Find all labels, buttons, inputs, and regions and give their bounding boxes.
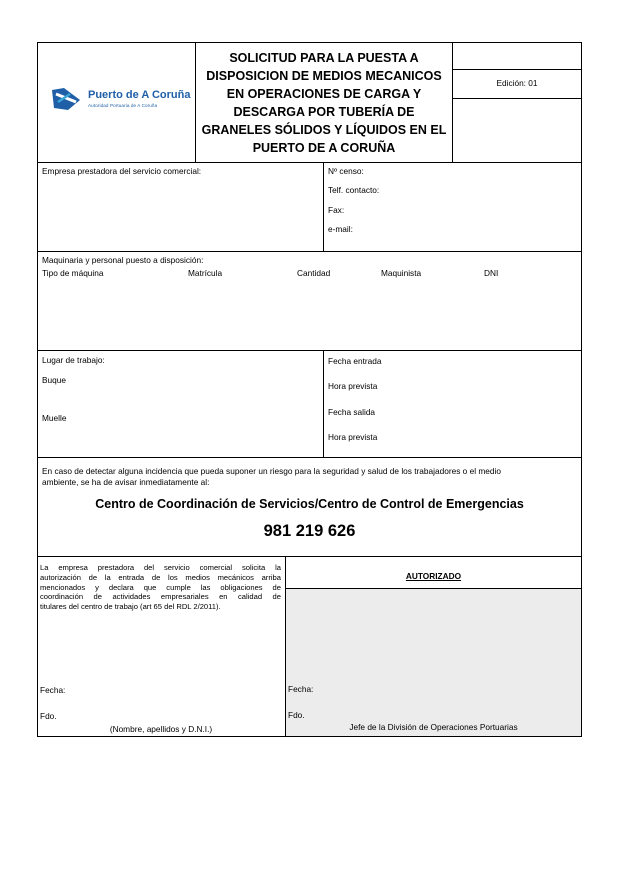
column-plate: Matrícula	[188, 268, 223, 278]
request-text-line: autorización de la entrada de los medios mecánicos arriba	[40, 572, 281, 582]
request-signer: (Nombre, apellidos y D.N.I.)	[109, 724, 213, 734]
company-label: Empresa prestadora del servicio comercial:	[42, 166, 202, 176]
authorization-signer: Jefe de la División de Operaciones Portuarias	[349, 722, 518, 732]
exit-date-label: Fecha salida	[328, 407, 376, 417]
column-dni: DNI	[484, 268, 499, 278]
section-divider	[37, 162, 582, 163]
request-date-label: Fecha:	[40, 685, 66, 695]
request-text-line: coordinación de actividades empresariales en calidad de	[40, 592, 281, 602]
port-logo	[50, 86, 190, 114]
workplace-label: Lugar de trabajo:	[42, 355, 105, 365]
ship-label: Buque	[42, 375, 66, 385]
edition-top-line	[452, 69, 582, 70]
phone-label: Telf. contacto:	[328, 185, 380, 195]
request-text-line: La empresa prestadora del servicio comercial solicita la	[40, 563, 281, 572]
authorization-signed-label: Fdo.	[288, 710, 305, 720]
title-line: DESCARGA POR TUBERÍA DE	[233, 105, 415, 119]
title-line: EN OPERACIONES DE CARGA Y	[226, 87, 422, 101]
request-text-line: titulares del centro de trabajo (art 65 del RDL 2/2011).	[40, 602, 221, 612]
fax-label: Fax:	[328, 205, 345, 215]
authorization-heading-line	[285, 588, 582, 589]
emergency-notice-line1: En caso de detectar alguna incidencia que pueda suponer un riesgo para la seguridad y salud de los trabajadores o el medio	[42, 466, 501, 476]
emergency-notice-line2: ambiente, se ha de avisar inmediatamente al:	[42, 477, 210, 487]
request-text-line: mencionados y declara que cumple las obligaciones de	[40, 582, 281, 592]
machinery-label: Maquinaria y personal puesto a disposición:	[42, 255, 204, 265]
exit-time-label: Hora prevista	[328, 432, 378, 442]
header-divider-right	[452, 42, 453, 162]
column-quantity: Cantidad	[297, 268, 331, 278]
section-divider	[37, 556, 582, 557]
title-line: SOLICITUD PARA LA PUESTA A	[229, 51, 419, 65]
section-divider	[37, 251, 582, 252]
edition-label: Edición: 01	[496, 78, 538, 88]
title-line: PUERTO DE A CORUÑA	[252, 141, 396, 155]
title-line: DISPOSICION DE MEDIOS MECANICOS	[206, 69, 442, 83]
title-line: GRANELES SÓLIDOS Y LÍQUIDOS EN EL	[201, 123, 447, 137]
entry-date-label: Fecha entrada	[328, 356, 382, 366]
entry-time-label: Hora prevista	[328, 381, 378, 391]
emergency-center: Centro de Coordinación de Servicios/Centro de Control de Emergencias	[95, 497, 524, 511]
census-label: Nº censo:	[328, 166, 364, 176]
authorization-date-label: Fecha:	[288, 684, 314, 694]
dock-label: Muelle	[42, 413, 67, 423]
emergency-phone: 981 219 626	[263, 522, 356, 540]
workplace-divider	[323, 350, 324, 457]
form-title	[196, 49, 452, 157]
authorization-heading: AUTORIZADO	[405, 571, 462, 581]
request-text	[40, 563, 281, 612]
company-divider	[323, 162, 324, 251]
edition-bottom-line	[452, 98, 582, 99]
section-divider	[37, 350, 582, 351]
email-label: e-mail:	[328, 224, 353, 234]
column-operator: Maquinista	[381, 268, 422, 278]
authorization-box	[286, 589, 581, 736]
section-divider	[37, 457, 582, 458]
column-machine-type: Tipo de máquina	[42, 268, 104, 278]
logo-name: Puerto de A Coruña	[88, 89, 191, 101]
request-signed-label: Fdo.	[40, 711, 57, 721]
logo-tagline: Autoridad Portuaria de A Coruña	[88, 103, 158, 108]
port-logo-icon	[50, 86, 84, 112]
